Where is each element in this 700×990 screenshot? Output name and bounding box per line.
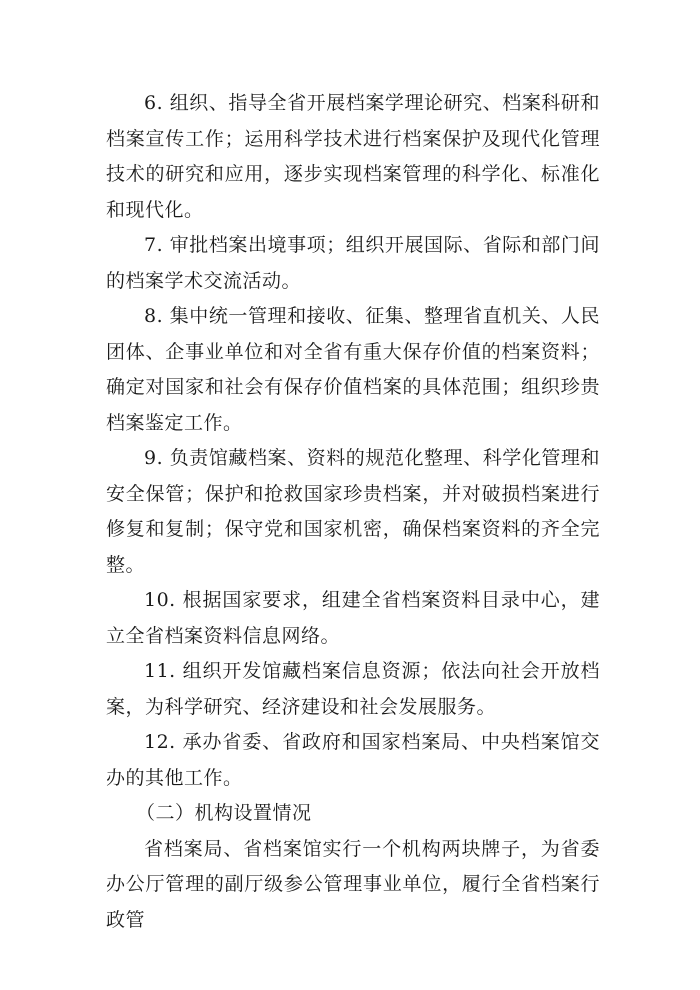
paragraph-item-11: 11. 组织开发馆藏档案信息资源；依法向社会开放档案，为科学研究、经济建设和社会发展服务。 — [106, 660, 600, 718]
paragraph-item-12: 12. 承办省委、省政府和国家档案局、中央档案馆交办的其他工作。 — [106, 731, 600, 789]
paragraph-item-9: 9. 负责馆藏档案、资料的规范化整理、科学化管理和安全保管；保护和抢救国家珍贵档案，并对破损档案进行修复和复制；保守党和国家机密，确保档案资料的齐全完整。 — [106, 447, 600, 576]
document-body — [106, 86, 600, 938]
paragraph-item-6: 6. 组织、指导全省开展档案学理论研究、档案科研和档案宣传工作；运用科学技术进行档案保护及现代化管理技术的研究和应用，逐步实现档案管理的科学化、标准化和现代化。 — [106, 92, 600, 221]
paragraph-item-10: 10. 根据国家要求，组建全省档案资料目录中心，建立全省档案资料信息网络。 — [106, 589, 600, 647]
paragraph-item-7: 7. 审批档案出境事项；组织开展国际、省际和部门间的档案学术交流活动。 — [106, 234, 600, 292]
closing-paragraph: 省档案局、省档案馆实行一个机构两块牌子，为省委办公厅管理的副厅级参公管理事业单位，履行全省档案行政管 — [106, 837, 600, 931]
section-heading: （二）机构设置情况 — [136, 802, 312, 824]
paragraph-item-8: 8. 集中统一管理和接收、征集、整理省直机关、人民团体、企事业单位和对全省有重大保存价值的档案资料；确定对国家和社会有保存价值档案的具体范围；组织珍贵档案鉴定工作。 — [106, 305, 600, 434]
